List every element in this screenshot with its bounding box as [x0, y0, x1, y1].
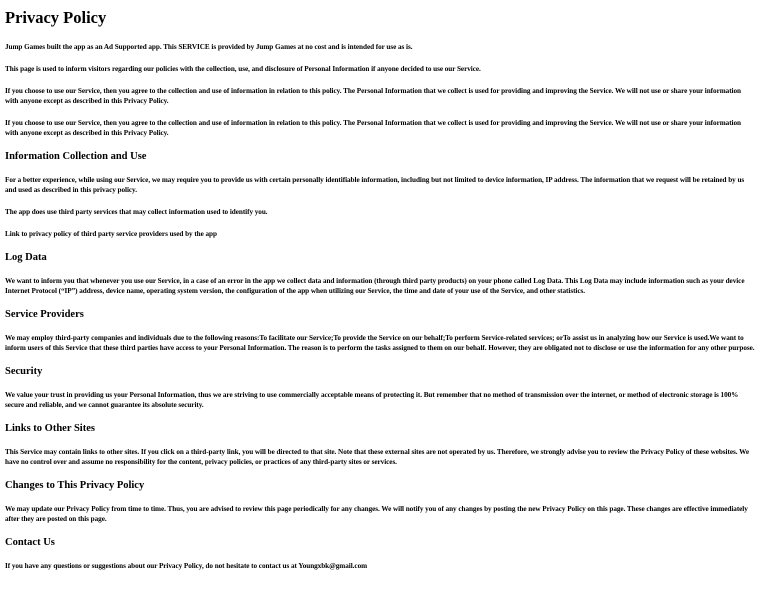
intro-paragraph-3: If you choose to use our Service, then you agree to the collection and use of information in relation to this policy. The Personal Information that we collect is used for providing and improving the Service. We will not use or share your information with anyone except as described in this Privacy Policy. — [5, 87, 741, 105]
security-paragraph: We value your trust in providing us your Personal Information, thus we are striving to use commercially acceptable means of protecting it. But remember that no method of transmission over the internet, or method of electronic storage is 100% secure and reliable, and we cannot guarantee its absolute security. — [5, 391, 739, 409]
service-providers-paragraph: We may employ third-party companies and individuals due to the following reasons:To facilitate our Service;To provide the Service on our behalf;To perform Service-related services; orTo assist us in analyzing how our Service is used.We want to inform users of this Service that these third parties have access to your Personal Information. The reason is to perform the tasks assigned to them on our behalf. However, they are obligated not to disclose or use the information for any other purpose. — [5, 334, 755, 352]
heading-links-to-other-sites: Links to Other Sites — [5, 423, 95, 434]
heading-service-providers: Service Providers — [5, 309, 84, 320]
heading-security: Security — [5, 366, 43, 377]
info-collection-paragraph-1: For a better experience, while using our Service, we may require you to provide us with certain personally identifiable information, including but not limited to device information, IP address. The information that we request will be retained by us and used as described in this privacy policy. — [5, 176, 745, 194]
contact-paragraph: If you have any questions or suggestions about our Privacy Policy, do not hesitate to contact us at Youngxbk@gmail.com — [5, 562, 368, 570]
third-party-privacy-link-text: Link to privacy policy of third party service providers used by the app — [5, 230, 217, 238]
changes-paragraph: We may update our Privacy Policy from time to time. Thus, you are advised to review this page periodically for any changes. We will notify you of any changes by posting the new Privacy Policy on this page. These changes are effective immediately after they are posted on this page. — [5, 505, 748, 523]
links-paragraph: This Service may contain links to other sites. If you click on a third-party link, you will be directed to that site. Note that these external sites are not operated by us. Therefore, we strongly advise you to review the Privacy Policy of these websites. We have no control over and assume no responsibility for the content, privacy policies, or practices of any third-party sites or services. — [5, 448, 749, 466]
heading-information-collection: Information Collection and Use — [5, 151, 147, 162]
page-title: Privacy Policy — [5, 8, 107, 27]
info-collection-paragraph-2: The app does use third party services that may collect information used to identify you. — [5, 208, 268, 216]
intro-paragraph-1: Jump Games built the app as an Ad Supported app. This SERVICE is provided by Jump Games at no cost and is intended for use as is. — [5, 43, 413, 51]
intro-paragraph-2: This page is used to inform visitors regarding our policies with the collection, use, and disclosure of Personal Information if anyone decided to use our Service. — [5, 65, 481, 73]
log-data-paragraph: We want to inform you that whenever you use our Service, in a case of an error in the app we collect data and information (through third party products) on your phone called Log Data. This Log Data may include information such as your device Internet Protocol (“IP”) address, device name, operating system version, the configuration of the app when utilizing our Service, the time and date of your use of the Service, and other statistics. — [5, 277, 745, 295]
intro-paragraph-4: If you choose to use our Service, then you agree to the collection and use of information in relation to this policy. The Personal Information that we collect is used for providing and improving the Service. We will not use or share your information with anyone except as described in this Privacy Policy. — [5, 119, 741, 137]
heading-log-data: Log Data — [5, 252, 47, 263]
heading-contact-us: Contact Us — [5, 537, 55, 548]
heading-changes: Changes to This Privacy Policy — [5, 480, 145, 491]
